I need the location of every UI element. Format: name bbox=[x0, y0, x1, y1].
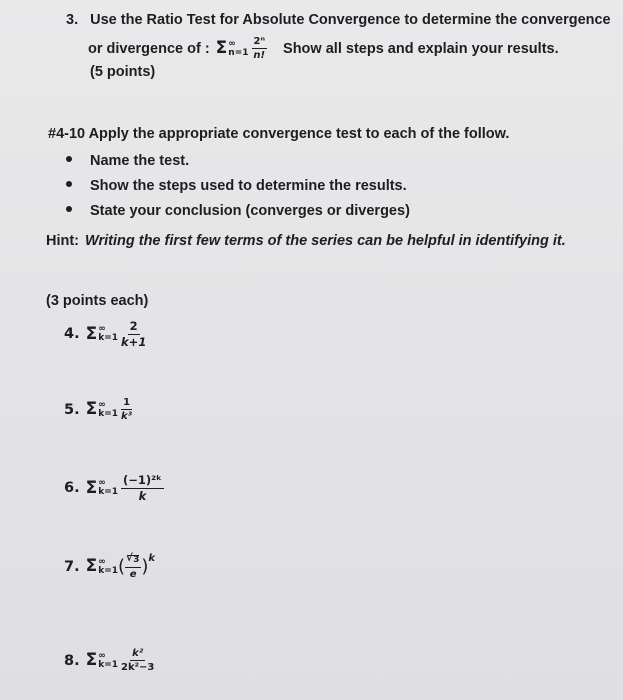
bullet-text: Name the test. bbox=[90, 153, 190, 169]
q3-numerator: 2ⁿ bbox=[253, 36, 266, 47]
upper-limit: ∞ bbox=[98, 399, 106, 410]
close-paren: ) bbox=[141, 555, 149, 577]
q3-series bbox=[216, 36, 267, 61]
q3-limits bbox=[228, 40, 248, 58]
sigma: Σ bbox=[85, 650, 98, 670]
q3-line1 bbox=[66, 12, 611, 28]
q3-suffix: Show all steps and explain your results. bbox=[283, 40, 559, 57]
limits bbox=[98, 479, 118, 497]
q3-instruction: Use the Ratio Test for Absolute Convergence to determine the convergence bbox=[90, 12, 611, 28]
q3-number: 3. bbox=[66, 12, 79, 28]
problem-number: 6. bbox=[64, 480, 80, 497]
lower-limit: k=1 bbox=[98, 565, 119, 576]
limits bbox=[98, 325, 118, 343]
hint-label: Hint: bbox=[46, 233, 80, 249]
bullet-dot bbox=[66, 206, 72, 212]
problem-number: 5. bbox=[64, 401, 80, 418]
upper-limit: ∞ bbox=[98, 324, 106, 335]
hint-line bbox=[46, 233, 566, 249]
fraction bbox=[121, 397, 132, 422]
bullet-item-3 bbox=[66, 203, 410, 219]
denominator: k³ bbox=[121, 411, 133, 422]
q3-sigma: Σ bbox=[215, 38, 228, 58]
limits bbox=[98, 401, 118, 419]
limits bbox=[98, 652, 118, 670]
problem-8 bbox=[64, 648, 154, 673]
q3-lower: n=1 bbox=[228, 47, 249, 58]
points-each: (3 points each) bbox=[46, 293, 149, 309]
section-heading: #4-10 Apply the appropriate convergence test to each of the follow. bbox=[48, 126, 510, 142]
sigma: Σ bbox=[85, 477, 98, 498]
bullet-dot bbox=[66, 156, 72, 162]
sigma: Σ bbox=[85, 556, 98, 577]
q3-upper: ∞ bbox=[228, 38, 236, 49]
lower-limit: k=1 bbox=[98, 333, 119, 344]
q3-line2 bbox=[88, 36, 559, 61]
q3-prefix: or divergence of : bbox=[88, 40, 210, 57]
numerator: 1 bbox=[123, 397, 131, 408]
numerator bbox=[125, 554, 141, 568]
bullet-text: State your conclusion (converges or diverges) bbox=[90, 203, 410, 219]
sigma: Σ bbox=[85, 323, 98, 344]
fraction bbox=[121, 320, 146, 348]
lower-limit: k=1 bbox=[98, 487, 119, 498]
lower-limit: k=1 bbox=[98, 659, 119, 670]
exponent: k bbox=[148, 553, 156, 565]
problem-4 bbox=[64, 320, 146, 348]
sqrt-radicand: √ 3 bbox=[127, 555, 139, 566]
hint-text: Writing the first few terms of the series can be helpful in identifying it. bbox=[85, 233, 566, 249]
numerator: k² bbox=[132, 648, 144, 659]
upper-limit: ∞ bbox=[98, 556, 106, 567]
denominator: k+1 bbox=[121, 334, 147, 349]
problem-number: 8. bbox=[64, 652, 80, 669]
upper-limit: ∞ bbox=[98, 478, 106, 489]
problem-5 bbox=[64, 397, 132, 422]
problem-number: 4. bbox=[64, 326, 80, 343]
problem-6 bbox=[64, 474, 164, 502]
fraction bbox=[125, 554, 141, 580]
q3-denominator: n! bbox=[253, 50, 266, 61]
problem-number: 7. bbox=[64, 558, 80, 575]
fraction bbox=[121, 648, 154, 673]
bullet-text: Show the steps used to determine the results. bbox=[90, 178, 407, 194]
problem-7 bbox=[64, 554, 155, 580]
upper-limit: ∞ bbox=[98, 650, 106, 661]
bullet-dot bbox=[66, 181, 72, 187]
q3-points: (5 points) bbox=[90, 64, 156, 80]
bullet-item-1 bbox=[66, 153, 189, 169]
fraction bbox=[121, 474, 164, 502]
denominator: 2k²−3 bbox=[121, 662, 155, 673]
lower-limit: k=1 bbox=[98, 408, 119, 419]
open-paren: ( bbox=[118, 555, 126, 577]
limits bbox=[98, 558, 118, 576]
denominator: k bbox=[138, 488, 147, 503]
numerator: 2 bbox=[129, 319, 138, 333]
bullet-item-2 bbox=[66, 178, 407, 194]
sigma: Σ bbox=[85, 399, 98, 419]
q3-fraction bbox=[252, 36, 268, 61]
denominator: e bbox=[129, 568, 137, 580]
numerator: (−1)²ᵏ bbox=[123, 473, 162, 487]
